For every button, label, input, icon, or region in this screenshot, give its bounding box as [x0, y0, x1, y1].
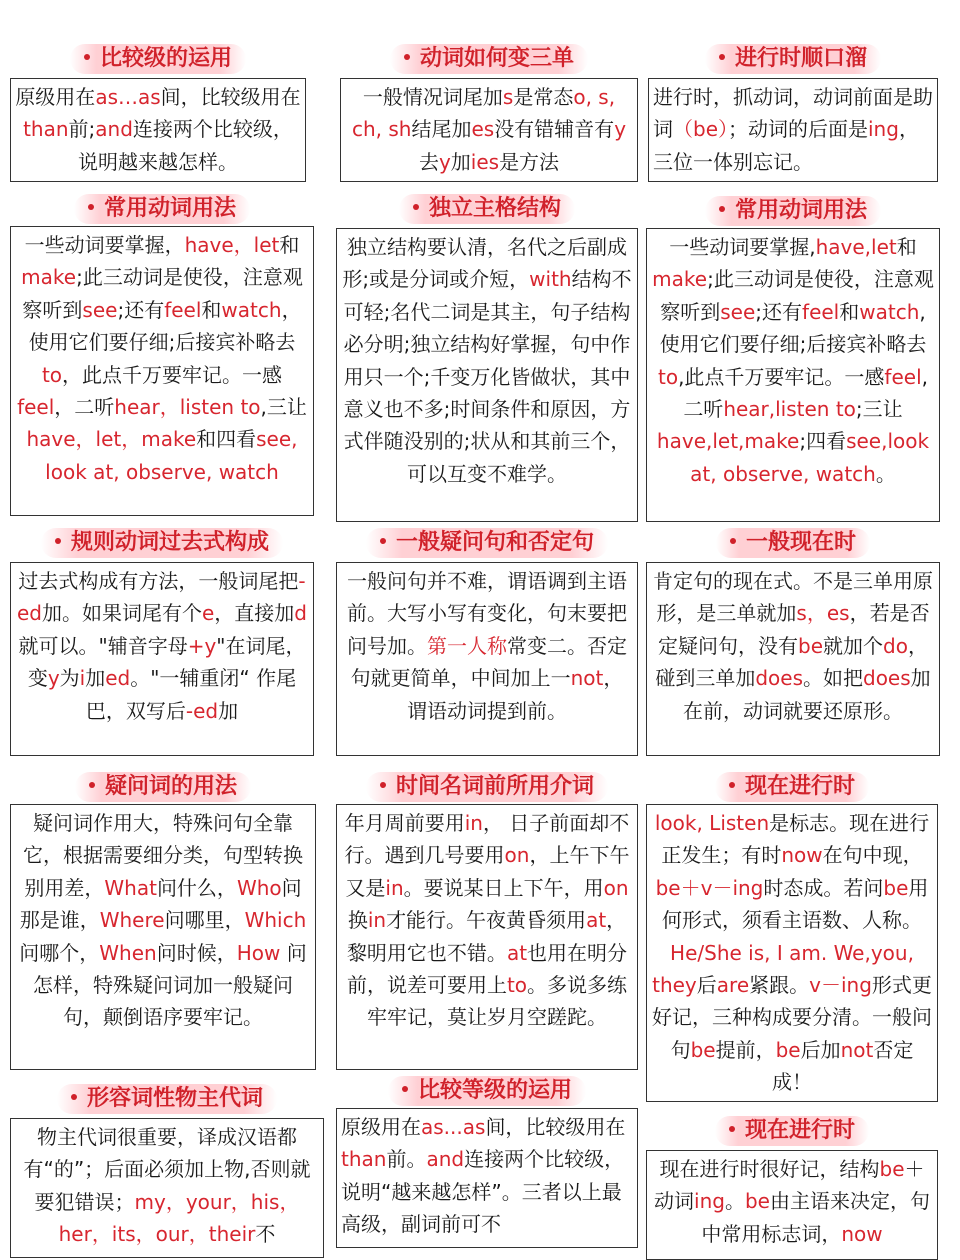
body-text: 问那是谁，: [19, 875, 302, 933]
highlighted-term: to: [657, 364, 679, 389]
bullet-icon: [89, 782, 95, 788]
body-text: 加: [218, 698, 239, 723]
highlighted-term: y: [47, 666, 60, 691]
highlighted-term: have,let: [815, 235, 897, 259]
body-text: 连接两个比较级，说明越来越怎样。: [78, 117, 293, 174]
highlighted-term: at: [586, 908, 607, 933]
body-text: 和: [839, 299, 860, 324]
highlighted-term: and: [426, 1147, 465, 1172]
card-possessive-adjectives: [10, 1084, 324, 1247]
highlighted-term: feel: [884, 364, 922, 389]
card-body: [646, 228, 940, 522]
highlighted-term: What: [104, 875, 157, 900]
card-body: [336, 228, 638, 522]
card-title: 一般现在时: [646, 528, 940, 558]
body-text: 加: [85, 666, 106, 691]
body-text: 是常态: [513, 85, 574, 109]
highlighted-term: see,look at, observe, watch: [690, 429, 930, 486]
highlighted-term: to: [41, 362, 63, 387]
body-text: 用何形式，须看主语数、人称。: [662, 875, 929, 933]
body-text: 原级用在: [15, 85, 96, 109]
body-text: ，上午下午又是: [345, 843, 630, 900]
body-text: 加。如果词尾有个: [41, 601, 202, 626]
bullet-icon: [404, 54, 410, 60]
body-text: 间，比较级用在: [485, 1115, 626, 1139]
card-present-progressive-2: [646, 1116, 938, 1246]
body-text: ,二听: [683, 364, 928, 422]
card-comparison-degrees: [336, 1076, 638, 1246]
body-text: 问哪里，: [164, 908, 245, 933]
highlighted-term: feel: [802, 299, 840, 324]
body-text: 原级用在: [341, 1115, 421, 1139]
body-text: ,此点千万要牢记。一感: [678, 364, 885, 389]
body-text: ， 黎明用它也不错。: [346, 908, 627, 965]
body-text: 。多说多练牢牢记，莫让岁月空蹉跎。: [367, 973, 628, 1030]
body-text: 换: [347, 908, 368, 933]
body-text: ，碰到三单加: [655, 633, 928, 691]
card-third-person-verb: [340, 44, 638, 184]
card-body: [646, 804, 938, 1102]
body-text: 连接两个比较级，说明“越来越怎样”。三者以上最高级，副词前可不: [341, 1147, 625, 1237]
highlighted-term: in: [385, 875, 404, 900]
body-text: ；动词的后面是: [728, 117, 868, 142]
highlighted-term: make: [21, 265, 77, 290]
card-title: 比较等级的运用: [336, 1076, 638, 1106]
highlighted-term: es: [471, 117, 495, 142]
highlighted-term: ed: [105, 666, 131, 691]
card-body: [10, 78, 306, 182]
body-text: "在词尾，变: [27, 633, 306, 691]
highlighted-term: be＋v－ing: [655, 875, 764, 900]
body-text: ，二听: [54, 395, 115, 420]
card-absolute-construction: [336, 194, 638, 522]
highlighted-term: watch: [859, 299, 920, 324]
highlighted-term: be: [744, 1189, 770, 1214]
card-title: 规则动词过去式构成: [10, 528, 314, 558]
body-text: ，直接加: [214, 601, 295, 626]
body-text: 和: [201, 297, 222, 322]
highlighted-term: in: [367, 908, 387, 933]
body-text: 问怎样，特殊疑问词加一般疑问句，颠倒语序要牢记。: [33, 940, 307, 1030]
card-progressive-rhyme: [648, 44, 938, 184]
body-text: 。: [724, 1189, 745, 1214]
highlighted-term: hear,listen to: [723, 397, 856, 422]
body-text: 是标志。现在进行正发生；有时: [661, 811, 930, 868]
card-title: 独立主格结构: [336, 194, 638, 224]
body-text: 和四看: [196, 427, 257, 452]
body-text: 前;: [68, 117, 96, 142]
highlighted-term: than: [23, 117, 69, 142]
highlighted-term: How: [236, 940, 281, 965]
highlighted-term: look, Listen: [654, 811, 770, 835]
bullet-icon: [719, 206, 725, 212]
body-text: 否定成！: [772, 1037, 914, 1095]
bullet-icon: [729, 1126, 735, 1132]
highlighted-term: hear，listen to: [114, 395, 261, 420]
highlighted-term: make: [652, 267, 708, 292]
highlighted-term: does: [863, 666, 911, 691]
highlighted-term: not: [570, 666, 604, 691]
body-text: 问时候，: [156, 940, 237, 965]
highlighted-term: watch: [221, 297, 282, 322]
body-text: ＋动词: [654, 1157, 925, 1214]
highlighted-term: Where: [99, 908, 165, 933]
card-title: 动词如何变三单: [340, 44, 638, 74]
body-text: 加在前，动词就要还原形。: [683, 666, 931, 723]
card-body: [10, 562, 314, 756]
body-text: 一些动词要掌握，: [24, 233, 185, 257]
body-text: 提前，: [715, 1037, 776, 1062]
body-text: 才能行。午夜黄昏须用: [386, 908, 587, 933]
body-text: ,使用它们要仔细;后接宾补略去: [659, 299, 927, 357]
highlighted-term: as...as: [421, 1115, 486, 1139]
body-text: 为: [59, 666, 80, 691]
card-body: [10, 1118, 324, 1258]
body-text: 独立结构要认清，名代之后副成形;或是分词或介短，: [342, 235, 627, 292]
card-title: 常用动词用法: [646, 196, 940, 226]
body-text: 不: [255, 1222, 276, 1247]
body-text: 就可以。"辅音字母: [18, 633, 188, 658]
highlighted-term: now: [781, 843, 823, 868]
card-time-prepositions: [336, 772, 638, 1070]
body-text: ，谓语动词提到前。: [407, 666, 624, 723]
highlighted-term: with: [529, 267, 572, 292]
card-past-tense: [10, 528, 314, 756]
highlighted-term: on: [504, 843, 530, 868]
card-title: 疑问词的用法: [10, 772, 316, 802]
card-body: [646, 1150, 938, 1260]
body-text: 后加: [800, 1037, 841, 1062]
body-text: 现在进行时很好记，结构: [659, 1157, 880, 1181]
highlighted-term: d: [294, 601, 307, 626]
card-body: [336, 562, 638, 756]
body-text: 结尾加: [411, 117, 472, 142]
body-text: 物主代词很重要，译成汉语都有“的”；后面必须加上物,否则就要犯错误；: [23, 1125, 311, 1214]
card-body: [336, 1108, 638, 1248]
body-text: 就加个: [823, 633, 884, 658]
card-title: 现在进行时: [646, 1116, 938, 1146]
body-text: 疑问词作用大，特殊问句全靠它，根据需要细分类，句型转换别用差，: [23, 811, 303, 900]
highlighted-term: be: [798, 633, 824, 658]
body-text: 由主语来决定，句中常用标志词，: [701, 1189, 930, 1246]
body-text: 进行时，抓动词，动词前面是助词: [653, 85, 933, 142]
highlighted-term: does: [755, 666, 803, 691]
bullet-icon: [88, 204, 94, 210]
card-comparative-usage: [10, 44, 306, 184]
bullet-icon: [730, 538, 736, 544]
highlighted-term: i: [79, 666, 86, 691]
card-body: [10, 226, 314, 516]
body-text: 和: [279, 233, 300, 257]
highlighted-term: Which: [244, 908, 307, 933]
highlighted-term: my，your，his，her，its，our，their: [58, 1189, 300, 1247]
body-text: 。"一辅重闭“ 作尾巴，双写后: [85, 666, 297, 723]
body-text: 在句中现，: [822, 843, 923, 868]
highlighted-term: be: [775, 1037, 801, 1062]
body-text: 。要说某日上下午，用: [403, 875, 604, 900]
highlighted-term: have，let: [184, 233, 280, 257]
body-text: ，若是否定疑问句，没有: [658, 601, 930, 658]
highlighted-term: ing: [868, 117, 899, 142]
bullet-icon: [719, 54, 725, 60]
highlighted-term: When: [99, 940, 157, 965]
body-text: 肯定句的现在式。不是三单用原形，是三单就加: [653, 569, 933, 626]
body-text: 时态成。若问: [763, 875, 884, 900]
body-text: 紧跟。: [749, 973, 810, 998]
highlighted-term: feel: [164, 297, 202, 322]
body-text: 问什么，: [156, 875, 237, 900]
highlighted-term: do: [883, 633, 908, 658]
bullet-icon: [402, 1086, 408, 1092]
highlighted-term: be: [879, 1157, 905, 1181]
highlighted-term: ing: [694, 1189, 725, 1214]
highlighted-term: ies: [470, 149, 500, 174]
card-body: [10, 804, 316, 1070]
highlighted-term: have，let，make: [26, 427, 197, 452]
card-title: 进行时顺口溜: [648, 44, 938, 74]
highlighted-term: -ed: [185, 698, 219, 723]
card-title: 现在进行时: [646, 772, 938, 802]
body-text: 常变二。否定句就更简单，中间加上一: [350, 633, 627, 691]
bullet-icon: [71, 1094, 77, 1100]
card-simple-present: [646, 528, 940, 756]
body-text: 。: [875, 461, 896, 486]
card-common-verbs-2: [646, 196, 940, 522]
highlighted-term: feel: [17, 395, 55, 420]
highlighted-term: v－ing: [809, 973, 872, 998]
highlighted-term: as…as: [95, 85, 161, 109]
highlighted-term: e: [201, 601, 215, 626]
body-text: ;还有: [117, 297, 165, 322]
body-text: 问哪个，: [19, 940, 100, 965]
body-text: 去: [418, 149, 439, 174]
body-text: ， 日子前面却不行。遇到几号要用: [344, 811, 630, 868]
body-text: 也用在明分前，说差可要用上: [346, 940, 628, 998]
body-text: ，三位一体别忘记。: [653, 117, 919, 174]
highlighted-term: -ed: [16, 569, 306, 626]
highlighted-term: He/She is, I am. We,you, they: [652, 940, 914, 998]
highlighted-term: s，es: [796, 601, 850, 626]
highlighted-term: are: [716, 973, 750, 998]
bullet-icon: [729, 782, 735, 788]
body-text: 一般问句并不难，谓语调到主语前。大写小写有变化，句末要把问号加。: [347, 569, 627, 658]
bullet-icon: [380, 782, 386, 788]
body-text: ;还有: [755, 299, 803, 324]
card-title: 形容词性物主代词: [10, 1084, 324, 1114]
highlighted-term: y: [614, 117, 627, 142]
card-body: [648, 78, 938, 182]
highlighted-term: y: [438, 149, 451, 174]
highlighted-term: at: [506, 940, 528, 965]
card-title: 时间名词前所用介词: [336, 772, 638, 802]
highlighted-term: （be）: [673, 117, 728, 142]
card-title: 比较级的运用: [10, 44, 306, 74]
body-text: 一般情况词尾加: [362, 85, 503, 109]
bullet-icon: [413, 204, 419, 210]
body-text: 形式更好记，三种构成要分清。一般问句: [652, 973, 932, 1062]
body-text: 是方法: [499, 149, 560, 174]
card-question-words: [10, 772, 316, 1070]
highlighted-term: 第一人称: [427, 633, 507, 658]
card-body: [336, 804, 638, 1070]
highlighted-term: not: [840, 1037, 874, 1062]
body-text: 年月周前要用: [344, 811, 465, 835]
body-text: ，使用它们要仔细;后接宾补略去: [28, 297, 302, 355]
highlighted-term: s: [502, 85, 514, 109]
body-text: 过去式构成有方法，一般词尾把: [18, 569, 299, 593]
bullet-icon: [55, 538, 61, 544]
highlighted-term: in: [464, 811, 483, 835]
body-text: ;四看: [799, 429, 847, 454]
body-text: 后: [696, 973, 717, 998]
body-text: ;此三动词是使役，注意观察听到: [660, 267, 934, 324]
body-text: 一些动词要掌握,: [669, 235, 816, 259]
bullet-icon: [380, 538, 386, 544]
body-text: ，此点千万要牢记。一感: [62, 362, 283, 387]
highlighted-term: Who: [236, 875, 282, 900]
body-text: ,三让: [260, 395, 307, 420]
highlighted-term: now: [841, 1221, 883, 1246]
highlighted-term: +y: [187, 633, 217, 658]
body-text: 没有错辅音有: [494, 117, 615, 142]
body-text: 和: [896, 235, 917, 259]
highlighted-term: see, look at, observe, watch: [45, 427, 298, 484]
body-text: ;此三动词是使役，注意观察听到: [22, 265, 303, 322]
body-text: 加: [450, 149, 471, 174]
body-text: 结构不可轻;名代二词是其主，句子结构必分明;独立结构好掌握，句中作用只一个;千变万化皆做状，其中意义也不多;时间条件和原因，方式伴随没别的;状从和其前三个，可以互变不难学。: [343, 267, 632, 486]
body-text: 间，比较级用在: [160, 85, 301, 109]
highlighted-term: be: [690, 1037, 716, 1062]
card-present-progressive-1: [646, 772, 938, 1102]
highlighted-term: have,let,make: [656, 429, 800, 454]
highlighted-term: to: [506, 973, 528, 998]
card-questions-negatives: [336, 528, 638, 756]
highlighted-term: on: [603, 875, 629, 900]
card-title: 常用动词用法: [10, 194, 314, 224]
card-body: [340, 78, 638, 182]
highlighted-term: than: [341, 1147, 387, 1172]
highlighted-term: o, s, ch, sh: [351, 85, 616, 142]
highlighted-term: see: [82, 297, 118, 322]
body-text: ;三让: [855, 397, 903, 422]
highlighted-term: and: [95, 117, 133, 142]
bullet-icon: [84, 54, 90, 60]
card-body: [646, 562, 940, 756]
highlighted-term: be: [883, 875, 909, 900]
body-text: 前。: [386, 1147, 427, 1172]
card-title: 一般疑问句和否定句: [336, 528, 638, 558]
card-common-verbs-1: [10, 194, 314, 518]
highlighted-term: see: [720, 299, 756, 324]
body-text: 。如把: [803, 666, 863, 691]
